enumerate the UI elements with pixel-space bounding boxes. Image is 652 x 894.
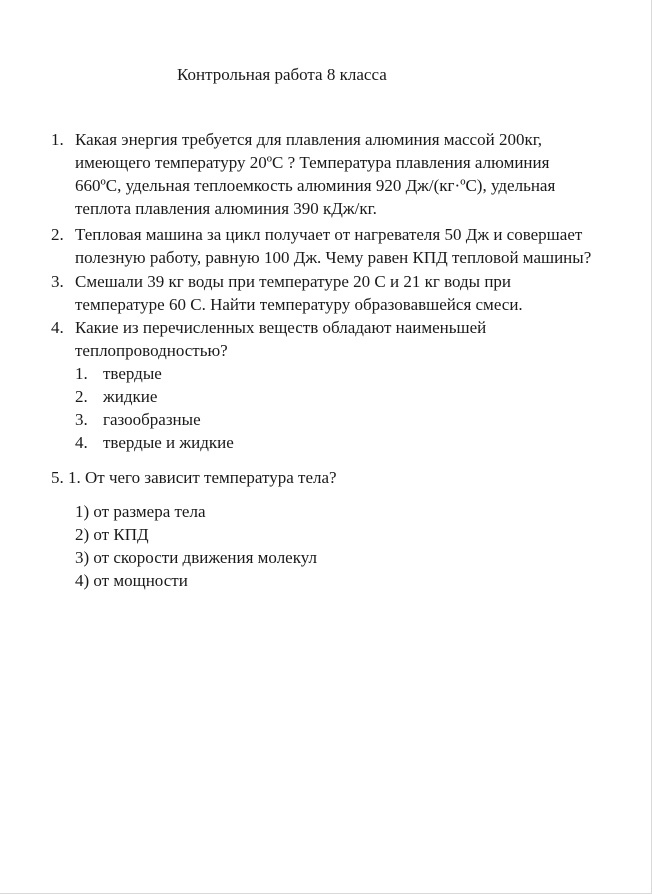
question-2 (51, 223, 651, 269)
question-5-options (75, 500, 317, 592)
question-number: 2. (51, 225, 64, 244)
document-title: Контрольная работа 8 класса (177, 65, 387, 84)
question-text: Какие из перечисленных веществ обладают наименьшей теплопроводностью? (75, 318, 487, 360)
question-text: Смешали 39 кг воды при температуре 20 С и 21 кг воды при температуре 60 С. Найти температуру образовавшейся смеси. (75, 272, 523, 314)
question-text: Тепловая машина за цикл получает от нагревателя 50 Дж и совершает полезную работу, равную 100 Дж. Чему равен КПД тепловой машины? (75, 225, 592, 267)
option-text: жидкие (103, 387, 158, 406)
list-item: 3) от скорости движения молекул (75, 548, 317, 567)
option-number: 1. (75, 364, 88, 383)
option-number: 3. (75, 410, 88, 429)
option-number: 2. (75, 387, 88, 406)
list-item: 2) от КПД (75, 525, 149, 544)
question-1 (51, 128, 651, 220)
question-number: 1. (51, 130, 64, 149)
question-5: 5. 1. От чего зависит температура тела? (51, 468, 337, 487)
question-4 (51, 316, 651, 362)
question-number: 3. (51, 272, 64, 291)
option-text: твердые (103, 364, 162, 383)
question-number: 4. (51, 318, 64, 337)
list-item: 4) от мощности (75, 571, 188, 590)
list-item: 1) от размера тела (75, 502, 206, 521)
question-text: Какая энергия требуется для плавления алюминия массой 200кг, имеющего температуру 20ºС ? Температура плавления алюминия 660ºС, удельная теплоемкость алюминия 920 Дж/(кг·ºС), удельная теплота плавления алюминия 390 кДж/кг. (75, 130, 556, 218)
question-3 (51, 270, 651, 316)
option-number: 4. (75, 433, 88, 452)
option-text: твердые и жидкие (103, 433, 234, 452)
option-text: газообразные (103, 410, 201, 429)
